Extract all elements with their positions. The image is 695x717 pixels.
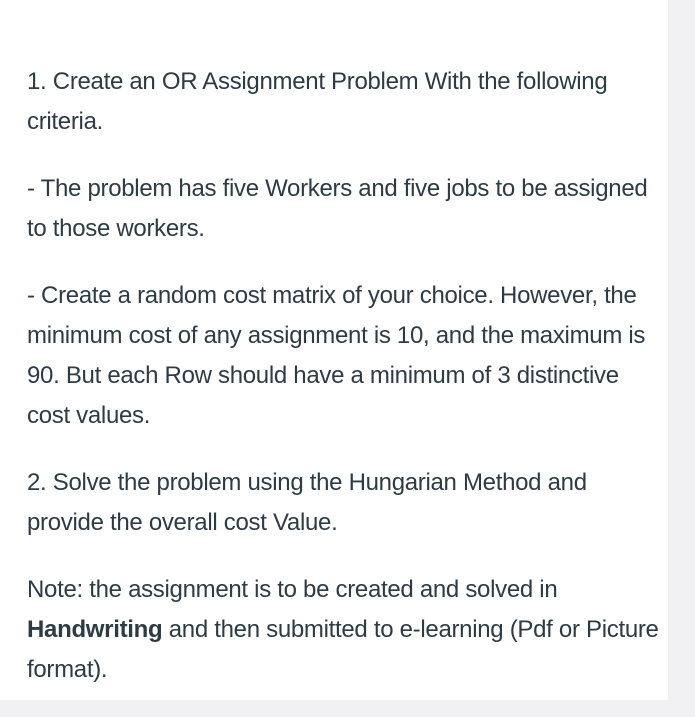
criterion-cost-matrix: - Create a random cost matrix of your choice. However, the minimum cost of any assignment is 10, and the maximum is 90. But each Row should have a minimum of 3 distinctive cost values. [27,282,646,429]
task-2-heading: 2. Solve the problem using the Hungarian Method and provide the overall cost Value. [27,469,587,536]
note-suffix: and then submitted to e-learning (Pdf or Picture format). [27,616,659,683]
note-prefix: Note: the assignment is to be created and solved in [27,576,558,603]
note-handwriting-emphasis: Handwriting [27,616,163,643]
right-gutter [668,0,695,700]
submission-note [27,570,663,690]
criterion-workers-jobs: - The problem has five Workers and five jobs to be assigned to those workers. [27,175,648,242]
task-1-heading: 1. Create an OR Assignment Problem With the following criteria. [27,68,608,135]
question-text [27,62,663,717]
